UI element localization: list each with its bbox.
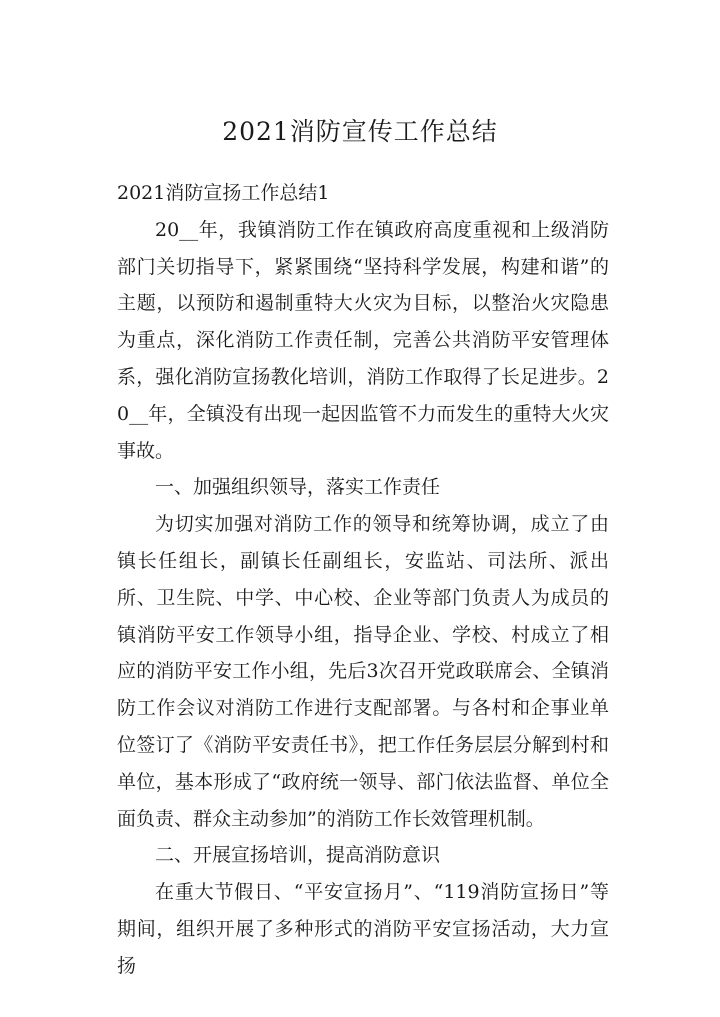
paragraph-publicity: 在重大节假日、“平安宣扬月”、“119消防宣扬日”等期间，组织开展了多种形式的消防平安宣扬活动，大力宣扬 <box>117 881 609 977</box>
section-heading-1: 一、加强组织领导，落实工作责任 <box>155 476 441 499</box>
document-title: 2021消防宣传工作总结 <box>222 117 498 146</box>
section-heading-2: 二、开展宣扬培训，提高消防意识 <box>155 844 441 867</box>
section-subtitle: 2021消防宣扬工作总结1 <box>117 182 330 204</box>
paragraph-intro: 20__年，我镇消防工作在镇政府高度重视和上级消防部门关切指导下，紧紧围绕“坚持科学发展，构建和谐”的主题，以预防和遏制重特大火灾为目标，以整治火灾隐患为重点，深化消防工作责任制，完善公共消防平安管理体系，强化消防宣扬教化培训，消防工作取得了长足进步。20__年，全镇没有出现一起因监管不力而发生的重特大火灾事故。 <box>117 218 609 462</box>
paragraph-organization: 为切实加强对消防工作的领导和统筹协调，成立了由镇长任组长，副镇长任副组长，安监站、司法所、派出所、卫生院、中学、中心校、企业等部门负责人为成员的镇消防平安工作领导小组，指导企业、学校、村成立了相应的消防平安工作小组，先后3次召开党政联席会、全镇消防工作会议对消防工作进行支配部署。与各村和企事业单位签订了《消防平安责任书》，把工作任务层层分解到村和单位，基本形成了“政府统一领导、部门依法监督、单位全面负责、群众主动参加”的消防工作长效管理机制。 <box>117 513 609 830</box>
document-body <box>117 175 609 985</box>
